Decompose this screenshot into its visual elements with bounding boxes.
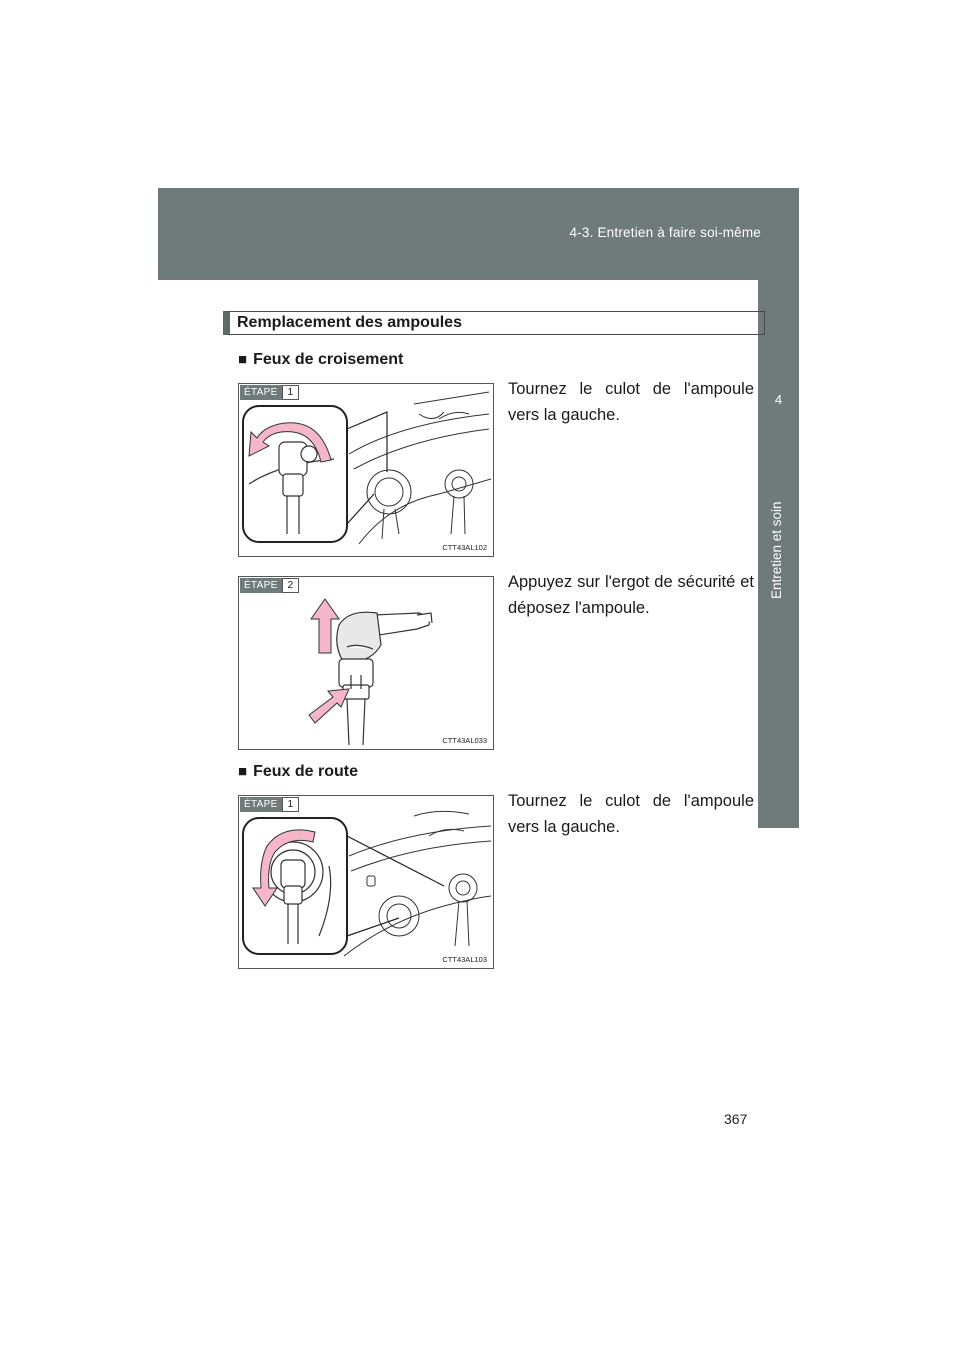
subsection-title: Feux de route — [253, 763, 358, 780]
chapter-number: 4 — [774, 392, 783, 407]
step-instruction: Tournez le culot de l'ampoule vers la gauche. — [508, 380, 754, 424]
chapter-label: Entretien et soin — [769, 501, 784, 599]
figure-high-beam-step-1 — [238, 795, 494, 969]
step-badge: ÉTAPE 2 — [240, 578, 299, 593]
figure-code: CTT43AL102 — [442, 543, 487, 552]
section-title-box — [223, 311, 765, 335]
subsection-heading-low-beam — [238, 351, 403, 369]
headlight-bulb-rotate-illustration — [239, 796, 494, 969]
breadcrumb: 4-3. Entretien à faire soi-même — [569, 225, 761, 240]
figure-code: CTT43AL033 — [442, 736, 487, 745]
figure-code: CTT43AL103 — [442, 955, 487, 964]
figure-low-beam-step-2 — [238, 576, 494, 750]
square-bullet-icon: ■ — [238, 351, 248, 368]
page-header-band — [158, 188, 799, 280]
headlight-bulb-rotate-illustration — [239, 384, 494, 557]
step-badge: ÉTAPE 1 — [240, 385, 299, 400]
square-bullet-icon: ■ — [238, 763, 248, 780]
figure-low-beam-step-1 — [238, 383, 494, 557]
step-instruction: Appuyez sur l'ergot de sécurité et déposez l'ampoule. — [508, 573, 754, 617]
subsection-heading-high-beam — [238, 763, 358, 781]
section-title: Remplacement des ampoules — [237, 314, 462, 331]
chapter-side-tab — [758, 280, 799, 828]
bulb-removal-illustration — [239, 577, 494, 750]
subsection-title: Feux de croisement — [253, 351, 404, 368]
step-badge: ÉTAPE 1 — [240, 797, 299, 812]
step-instruction: Tournez le culot de l'ampoule vers la gauche. — [508, 792, 754, 836]
page-number: 367 — [724, 1111, 748, 1127]
